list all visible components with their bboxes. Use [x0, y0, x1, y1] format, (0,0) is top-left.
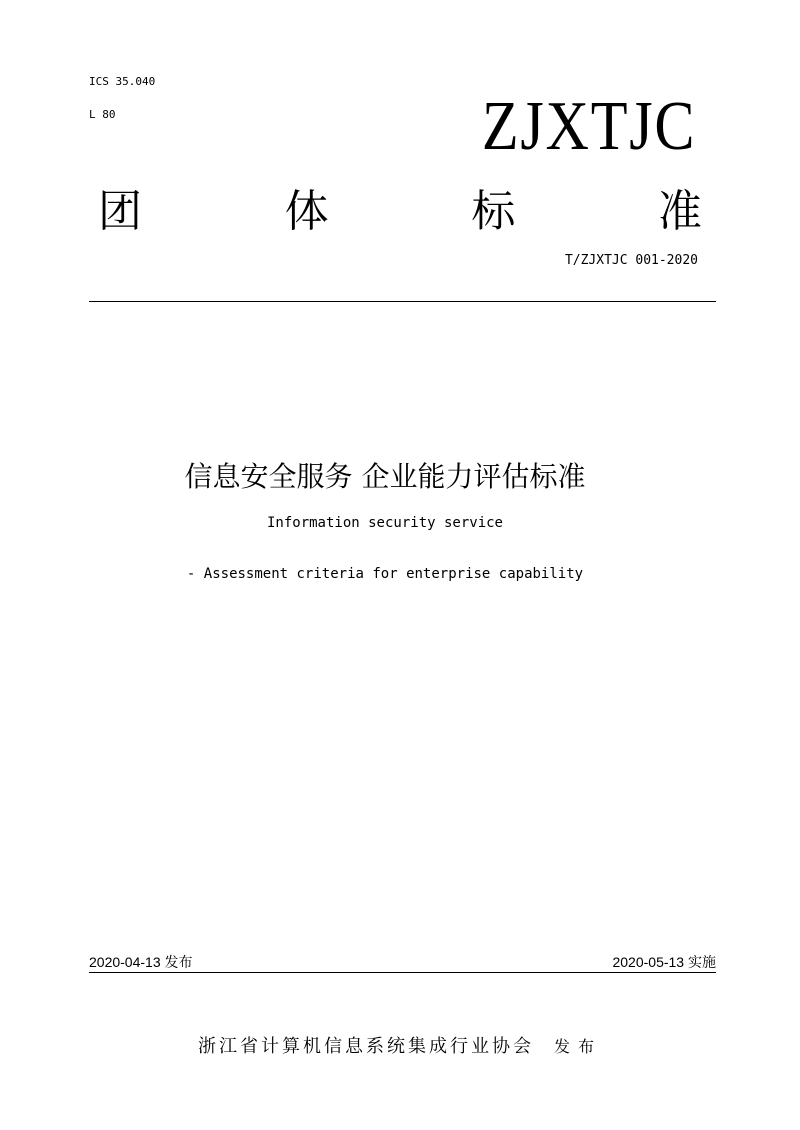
standard-type-char: 体	[284, 186, 329, 237]
standard-type-char: 准	[657, 186, 702, 237]
classification-code: L 80	[89, 108, 116, 121]
standard-type	[98, 188, 702, 236]
footer-divider	[89, 972, 716, 973]
publish-date: 2020-04-13 发布	[89, 954, 193, 970]
standard-number: T/ZJXTJC 001-2020	[564, 253, 698, 268]
standard-type-char: 团	[98, 186, 142, 237]
implement-date: 2020-05-13 实施	[612, 954, 716, 970]
ics-code: ICS 35.040	[89, 75, 156, 88]
header-divider	[89, 301, 716, 302]
issuer-organization: 浙江省计算机信息系统集成行业协会	[197, 1036, 534, 1057]
issuer-line	[0, 1032, 800, 1058]
title-english-line1: Information security service	[266, 515, 503, 531]
standard-type-char: 标	[471, 186, 516, 237]
issuer-verb: 发布	[553, 1037, 602, 1056]
title-chinese: 信息安全服务 企业能力评估标准	[184, 460, 586, 493]
title-english-line2: - Assessment criteria for enterprise capability	[186, 566, 584, 582]
standard-logo: ZJXTJC	[481, 88, 696, 165]
